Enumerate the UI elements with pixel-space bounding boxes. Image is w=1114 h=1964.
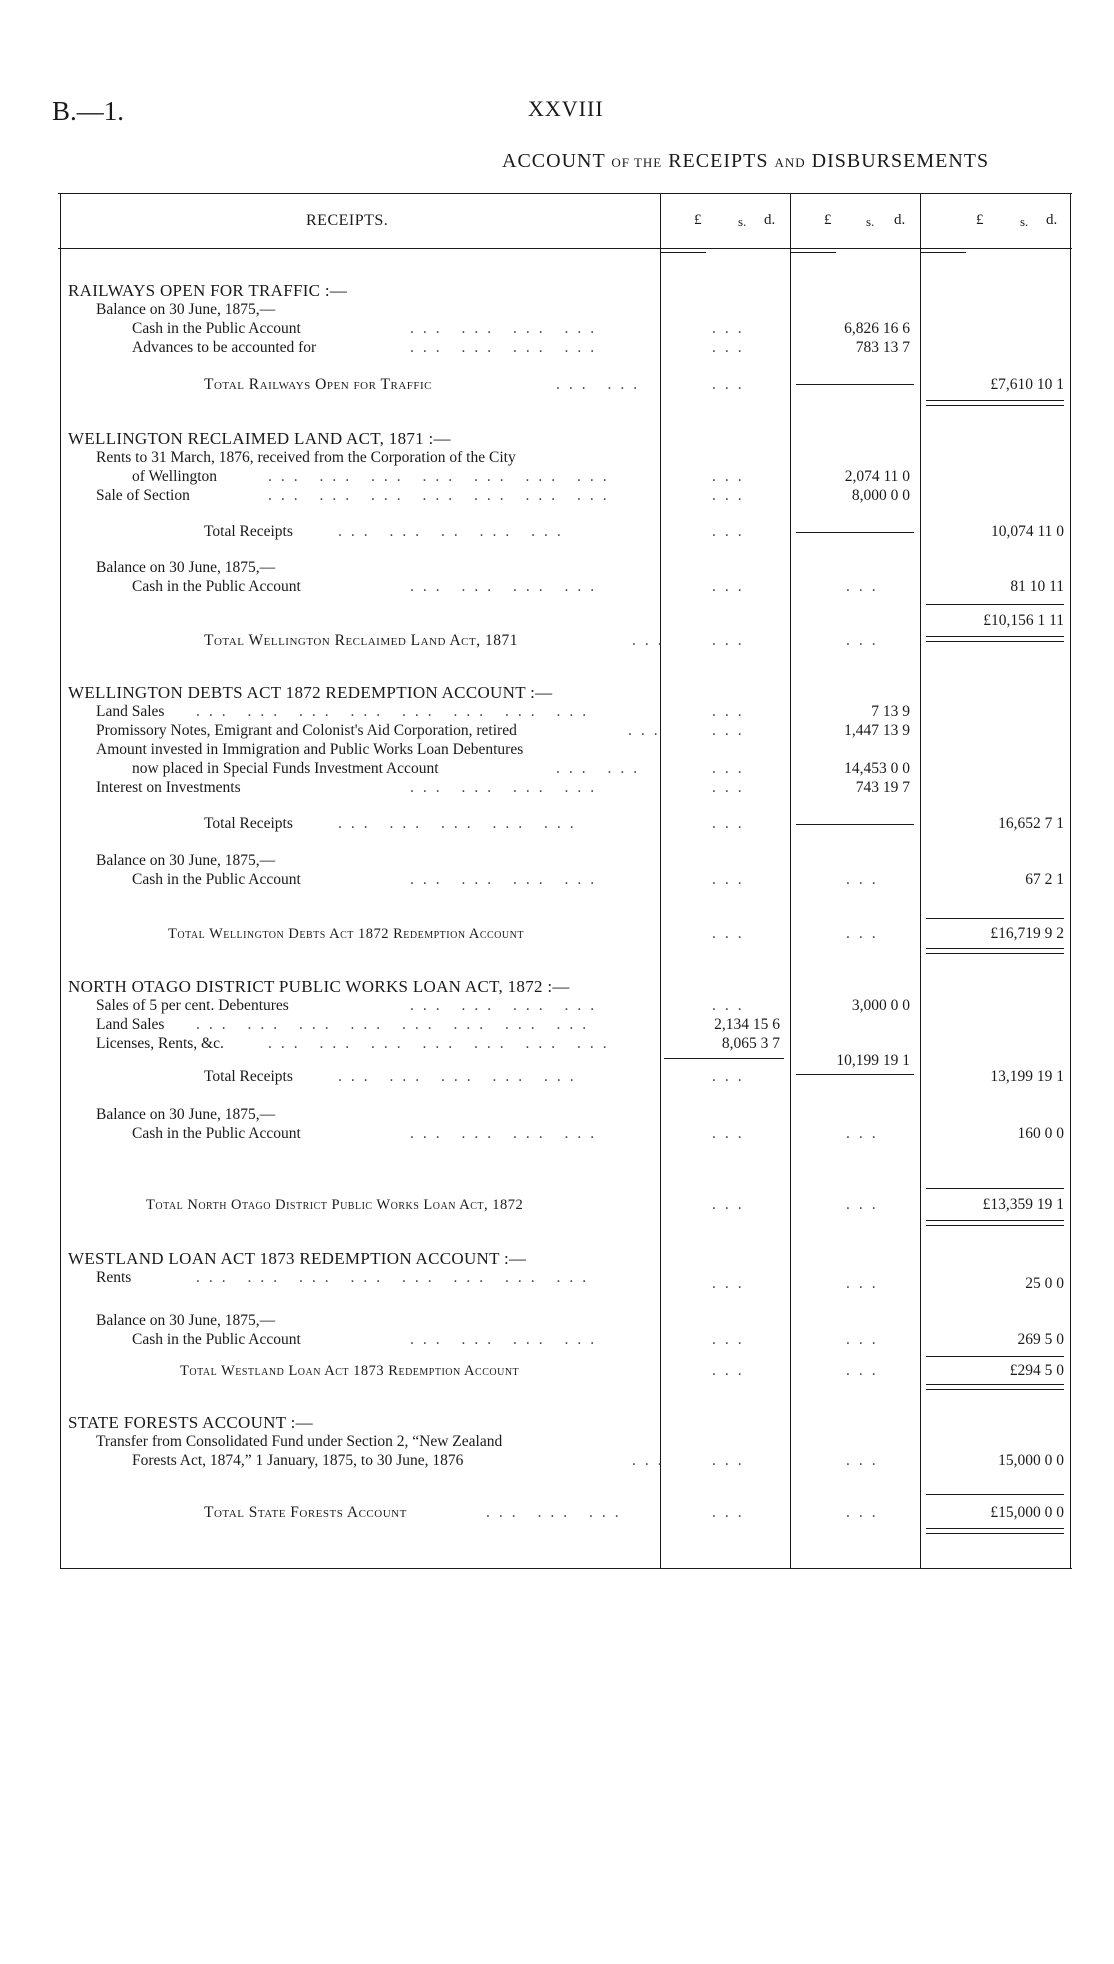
total-label: Total Westland Loan Act 1873 Redemption Account xyxy=(180,1363,520,1379)
amount: 2,134 15 6 xyxy=(714,1016,780,1033)
total-label: Total State Forests Account xyxy=(204,1504,407,1521)
total-amount: £7,610 10 1 xyxy=(990,376,1064,393)
amount: 2,074 11 0 xyxy=(844,468,910,485)
total-amount: £294 5 0 xyxy=(1009,1362,1064,1379)
section-heading: WELLINGTON DEBTS ACT 1872 REDEMPTION ACCOUNT :— xyxy=(68,683,553,702)
section-heading: NORTH OTAGO DISTRICT PUBLIC WORKS LOAN ACT, 1872 :— xyxy=(68,977,570,996)
total-amount: £13,359 19 1 xyxy=(982,1196,1064,1213)
amount: 1,447 13 9 xyxy=(844,722,910,739)
total-amount: £10,156 1 11 xyxy=(983,612,1064,629)
amount: 6,826 16 6 xyxy=(844,320,910,337)
total-label: Total Railways Open for Traffic xyxy=(204,376,432,393)
section-heading: WELLINGTON RECLAIMED LAND ACT, 1871 :— xyxy=(68,429,451,448)
page-title: ACCOUNT OF THE RECEIPTS AND DISBURSEMENTS xyxy=(502,150,990,172)
amount: 8,000 0 0 xyxy=(851,487,910,504)
amount: 783 13 7 xyxy=(855,339,910,356)
total-amount: £16,719 9 2 xyxy=(990,925,1064,942)
section-heading: RAILWAYS OPEN FOR TRAFFIC :— xyxy=(68,281,348,300)
total-amount: £15,000 0 0 xyxy=(990,1504,1064,1521)
section-heading: WESTLAND LOAN ACT 1873 REDEMPTION ACCOUNT :— xyxy=(68,1249,527,1268)
amount: 3,000 0 0 xyxy=(851,997,910,1014)
subtotal-amount: 10,199 19 1 xyxy=(836,1052,910,1069)
total-label: Total Wellington Debts Act 1872 Redemption Account xyxy=(168,926,524,942)
amount: 14,453 0 0 xyxy=(844,760,910,777)
amount: 8,065 3 7 xyxy=(721,1035,780,1052)
amount: 7 13 9 xyxy=(871,703,910,720)
amount: 743 19 7 xyxy=(855,779,910,796)
section-heading: STATE FORESTS ACCOUNT :— xyxy=(68,1413,313,1432)
receipts-column-header: RECEIPTS. xyxy=(306,212,389,229)
total-label: Total Wellington Reclaimed Land Act, 1871 xyxy=(204,632,518,649)
page-reference: B.—1. xyxy=(52,96,125,126)
page-number: XXVIII xyxy=(528,96,604,121)
total-label: Total North Otago District Public Works Loan Act, 1872 xyxy=(146,1197,524,1213)
